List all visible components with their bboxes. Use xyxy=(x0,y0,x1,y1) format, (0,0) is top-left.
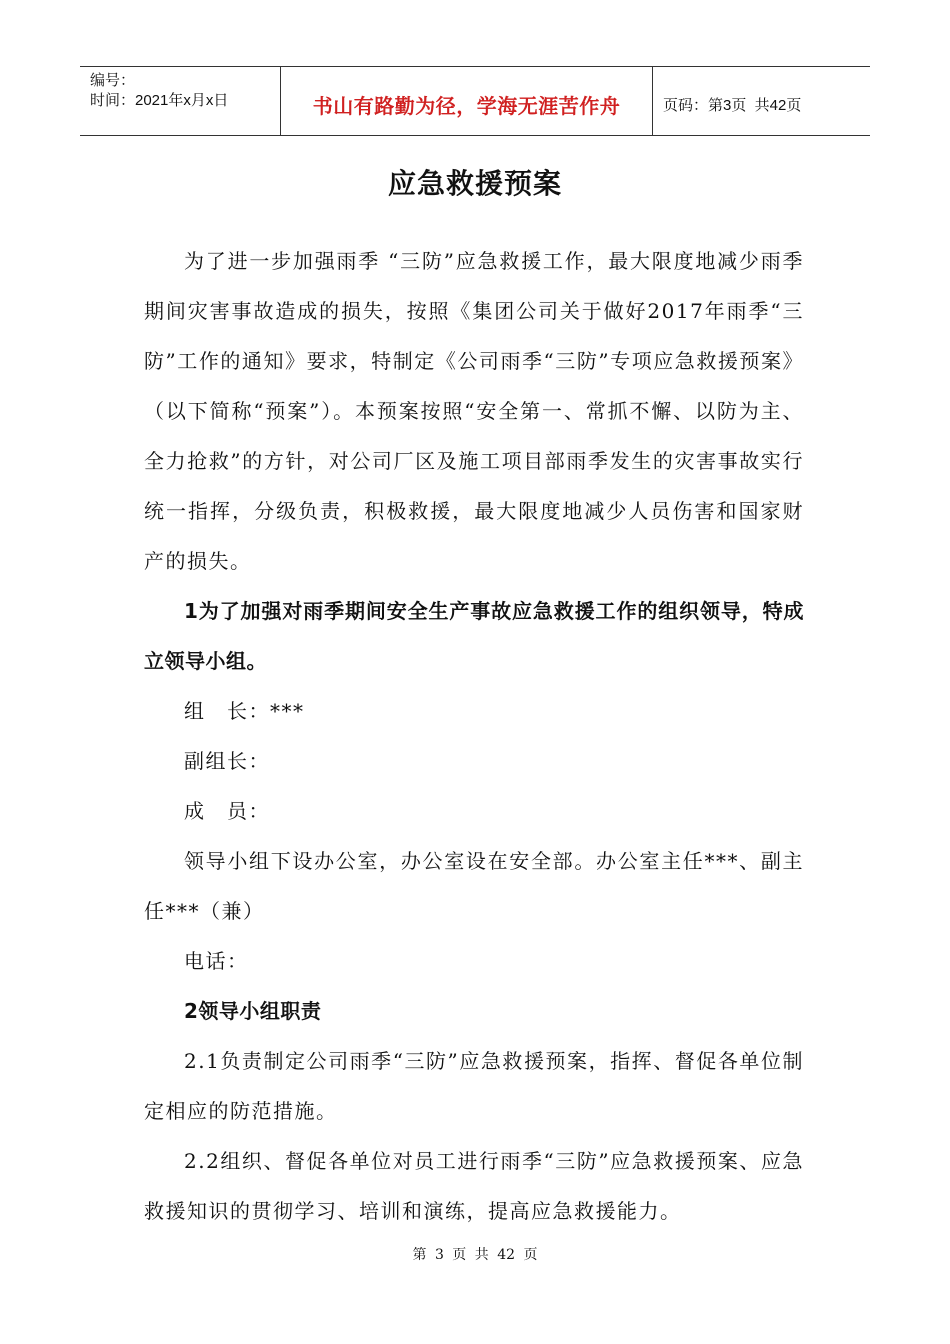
office-paragraph: 领导小组下设办公室，办公室设在安全部。办公室主任***、副主任***（兼） xyxy=(144,849,804,923)
section-1-heading: 1为了加强对雨季期间安全生产事故应急救援工作的组织领导，特成立领导小组。 xyxy=(144,599,804,673)
header-page-info: 页码：第3页 共42页 xyxy=(663,96,802,114)
members-line: 成 员： xyxy=(184,799,270,823)
header-left-cell xyxy=(80,67,281,135)
header-page-info-cell xyxy=(653,67,870,135)
header-motto: 书山有路勤为径，学海无涯苦作舟 xyxy=(281,67,653,135)
clause-2-1: 2.1负责制定公司雨季“三防”应急救援预案，指挥、督促各单位制定相应的防范措施。 xyxy=(144,1049,804,1123)
document-body xyxy=(144,236,804,1236)
deputy-leader-line: 副组长： xyxy=(184,749,270,773)
date-line: 时间：2021年x月x日 xyxy=(90,92,229,109)
phone-line: 电话： xyxy=(184,949,249,973)
leader-line: 组 长：*** xyxy=(184,699,305,723)
page-footer: 第 3 页 共 42 页 xyxy=(412,1247,538,1263)
document-title: 应急救援预案 xyxy=(387,167,562,200)
serial-number-label: 编号： xyxy=(90,72,136,89)
intro-paragraph: 为了进一步加强雨季 “三防”应急救援工作，最大限度地减少雨季期间灾害事故造成的损失，按照《集团公司关于做好2017年雨季“三防”工作的通知》要求，特制定《公司雨季“三防”专项应急救援预案》（以下简称“预案”）。本预案按照“安全第一、常抓不懈、以防为主、全力抢救”的方针，对公司厂区及施工项目部雨季发生的灾害事故实行统一指挥，分级负责，积极救援，最大限度地减少人员伤害和国家财产的损失。 xyxy=(144,249,804,573)
section-2-heading: 2领导小组职责 xyxy=(184,999,322,1023)
document-header xyxy=(80,66,870,136)
clause-2-2: 2.2组织、督促各单位对员工进行雨季“三防”应急救援预案、应急救援知识的贯彻学习、培训和演练，提高应急救援能力。 xyxy=(144,1149,804,1223)
